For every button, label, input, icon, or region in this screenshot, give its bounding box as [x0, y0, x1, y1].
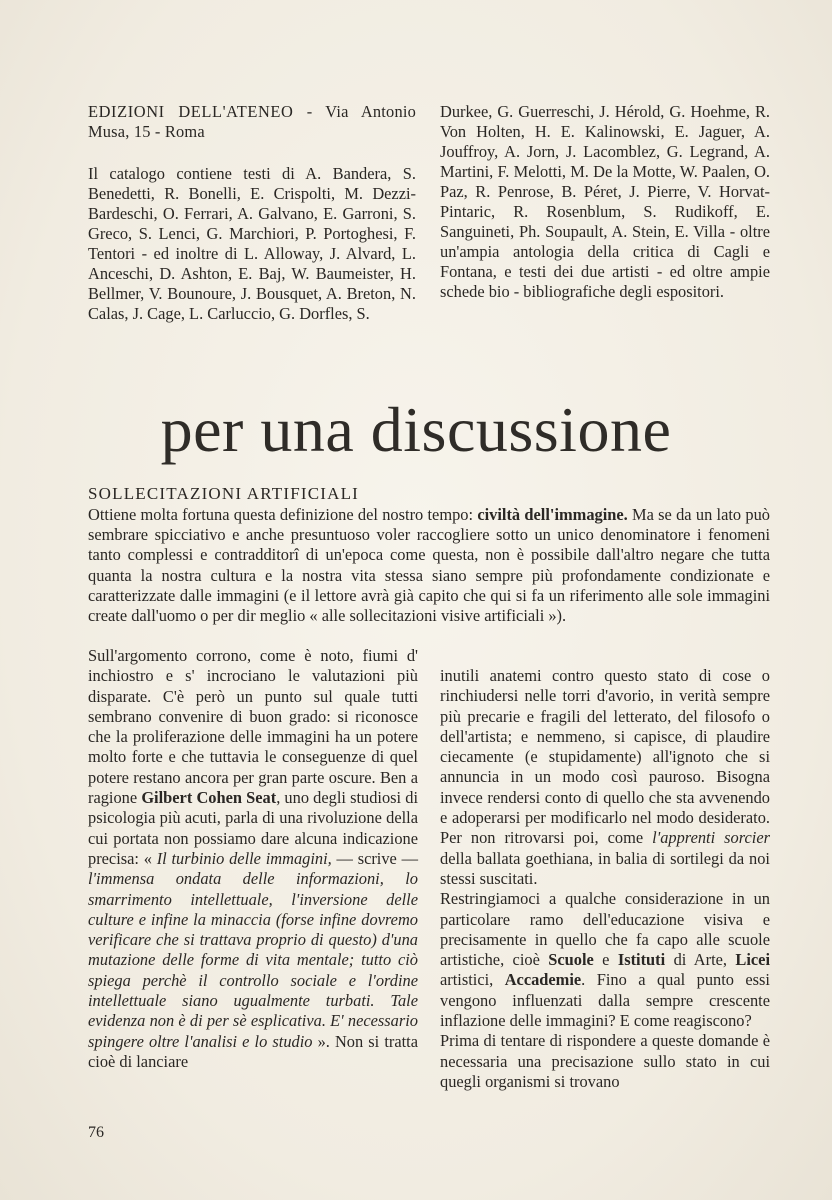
article-title: per una discussione: [160, 394, 672, 465]
catalog-text-left: Il catalogo contiene testi di A. Bandera, S. Benedetti, R. Bonelli, E. Crispolti, M. Dezzi-Bardeschi, O. Ferrari, A. Galvano, E. Garroni, S. Greco, S. Lenci, G. Marchiori, P. Portoghesi, F. Tentori - ed inoltre di L. Alloway, J. Alvard, L. Anceschi, D. Ashton, E. Baj, W. Baumeister, H. Bellmer, V. Bounoure, J. Bousquet, A. Breton, N. Calas, J. Cage, L. Carluccio, G. Dorfles, S.: [88, 164, 416, 323]
catalog-text-right: Durkee, G. Guerreschi, J. Hérold, G. Hoehme, R. Von Holten, H. E. Kalinowski, E. Jaguer, A. Jouffroy, A. Jorn, J. Lacomblez, G. Legrand, A. Martini, F. Melotti, M. De la Motte, W. Paalen, O. Paz, R. Penrose, B. Péret, J. Pierre, V. Horvat-Pintaric, R. Rosenblum, S. Rudikoff, E. Sanguineti, Ph. Soupault, A. Stein, E. Villa - oltre un'ampia antologia della critica di Cagli e Fontana, e testi dei due artisti - ed oltre ampie schede bio - bibliografiche degli espositori.: [440, 102, 770, 301]
left-quote-2: l'immensa ondata delle informazioni, lo smarrimento intellettuale, l'inversione delle culture e infine la minaccia (forse infine dovremo verificare che si trattava proprio di questo) d'una mutazione delle forme di vita mentale; tutto ciò spiega perchè il controllo sociale e l'ordine intellettuale siano ugualmente turbati. Tale evidenza non è di per sè esplicativa. E' necessario spingere oltre l'analisi e lo studio: [88, 869, 418, 1051]
right-paragraph-3: Prima di tentare di rispondere a queste domande è necessaria una precisazione sullo stato in cui quegli organismi si trovano: [440, 1031, 770, 1091]
publisher-address: - Via Antonio Musa, 15 - Roma: [88, 102, 416, 141]
intro-text-1: Ottiene molta fortuna questa definizione del nostro tempo:: [88, 505, 478, 524]
right-bold-accademie: Accademie: [504, 970, 582, 990]
publisher-name: EDIZIONI DELL'ATENEO: [88, 102, 294, 121]
right-bold-istituti: Istituti: [617, 950, 666, 970]
left-text-1: Sull'argomento corrono, come è noto, fiumi d' inchiostro e s' incrociano le valutazioni più disparate. C'è però un punto sul quale tutti sembrano convenire di buon grado: si riconosce che la proliferazione delle immagini ha un potere molto forte e che tuttavia le conseguenze di quel potere restano ancora per gran parte oscure. Ben a ragione: [88, 646, 418, 808]
right-text-7: . Fino a qual punto essi vengono influenzati dalla sempre crescente inflazione delle immagini? E come reagiscono?: [440, 970, 770, 1031]
intro-text-2: Ma se da un lato può sembrare spicciativo e anche presuntuoso voler raccogliere sotto un unico denominatore i fenomeni tanto complessi e contradditorî di un'epoca come questa, non è possibile dall'altro negare che tutta quanta la nostra cultura e la nostra vita stessa siano sempre più profondamente condizionate e caratterizzate dalle immagini (e il lettore avrà già capito che qui si fa un riferimento alle sole immagini create dall'uomo o per dir meglio « alle sollecitazioni visive artificiali »).: [88, 505, 770, 626]
intro-bold-term: civiltà dell'immagine.: [477, 505, 628, 524]
right-bold-licei: Licei: [735, 950, 770, 970]
body-right-column: [440, 666, 770, 1092]
intro-paragraph: [88, 505, 770, 626]
right-text-2: della ballata goethiana, in balia di sortilegi da noi stessi suscitati.: [440, 848, 770, 888]
left-quote-1: Il turbinio delle immagini,: [156, 848, 332, 868]
right-text-6: artistici,: [440, 970, 505, 990]
right-italic-term: l'apprenti sorcier: [652, 828, 770, 848]
catalog-right-column: [440, 102, 770, 302]
publisher-line: [88, 102, 416, 142]
right-paragraph-1: [440, 666, 770, 889]
body-left-column: [88, 646, 418, 1072]
right-text-4: e: [593, 950, 618, 970]
catalog-left-column: [88, 102, 416, 324]
section-heading: SOLLECITAZIONI ARTIFICIALI: [88, 484, 360, 503]
left-bold-name: Gilbert Cohen Seat: [141, 788, 277, 808]
left-text-2: , uno degli studiosi di psicologia più acuti, parla di una rivoluzione della cui portata non possiamo dare alcuna indicazione precisa: «: [88, 788, 419, 868]
right-text-5: di Arte,: [665, 950, 736, 970]
right-paragraph-2: [440, 889, 770, 1031]
left-text-3: — scrive —: [331, 848, 418, 868]
left-text-4: ». Non si tratta cioè di lanciare: [88, 1031, 418, 1071]
right-bold-scuole: Scuole: [548, 950, 594, 970]
right-text-3: Restringiamoci a qualche considerazione in un particolare ramo dell'educazione visiva e precisamente in quello che fa capo alle scuole artistiche, cioè: [440, 889, 770, 970]
left-paragraph: [88, 646, 418, 1072]
right-text-1: inutili anatemi contro questo stato di cose o rinchiudersi nelle torri d'avorio, in verità sempre più precarie e fragili del letterato, del filosofo o dell'artista; e nemmeno, si capisce, di plaudire ciecamente (e stupidamente) all'ignoto che si annuncia in un modo così pauroso. Bisogna invece rendersi conto di quello che sta avvenendo e adoperarsi per modificarlo nel modo desiderato. Per non ritrovarsi poi, come: [440, 666, 770, 848]
page-number: 76: [88, 1124, 104, 1141]
